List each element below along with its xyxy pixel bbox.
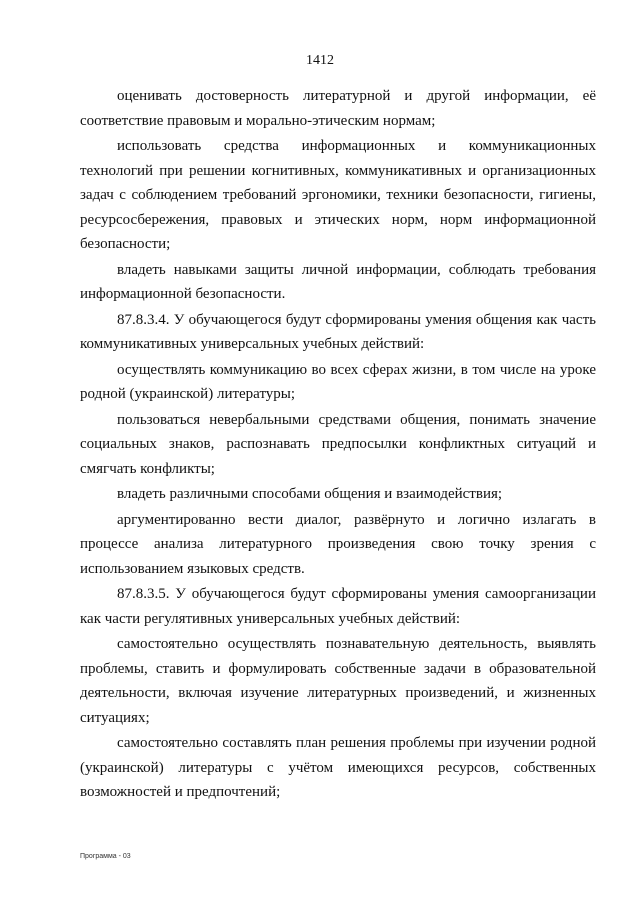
paragraph-9: 87.8.3.5. У обучающегося будут сформированы умения самоорганизации как части регулятивных универсальных учебных действий: [80, 586, 596, 627]
paragraph-1: оценивать достоверность литературной и другой информации, её соответствие правовым и морально-этическим нормам; [80, 88, 596, 129]
paragraph-5: осуществлять коммуникацию во всех сферах жизни, в том числе на уроке родной (украинской) литературы; [80, 361, 596, 402]
paragraph-10: самостоятельно осуществлять познавательную деятельность, выявлять проблемы, ставить и формулировать собственные задачи в образовательной деятельности, включая изучение литературных произведений, и жизненных ситуациях; [80, 636, 596, 726]
paragraph-7: владеть различными способами общения и взаимодействия; [117, 486, 503, 502]
paragraph-11: самостоятельно составлять план решения проблемы при изучении родной (украинской) литературы с учётом имеющихся ресурсов, собственных возможностей и предпочтений; [80, 735, 596, 800]
paragraph-8: аргументированно вести диалог, развёрнуто и логично излагать в процессе анализа литературного произведения свою точку зрения с использованием языковых средств. [80, 511, 596, 577]
page-number: 1412 [306, 53, 334, 68]
footer-label: Программа - 03 [80, 853, 131, 860]
paragraph-6: пользоваться невербальными средствами общения, понимать значение социальных знаков, распознавать предпосылки конфликтных ситуаций и смягчать конфликты; [80, 411, 596, 477]
paragraph-2: использовать средства информационных и коммуникационных технологий при решении когнитивных, коммуникативных и организационных задач с соблюдением требований эргономики, техники безопасности, гигиены, ресурсосбережения, правовых и этических норм, норм информационной безопасности; [80, 138, 596, 252]
paragraph-4: 87.8.3.4. У обучающегося будут сформированы умения общения как часть коммуникативных универсальных учебных действий: [80, 311, 596, 352]
document-body [80, 84, 596, 805]
paragraph-3: владеть навыками защиты личной информации, соблюдать требования информационной безопасности. [80, 261, 596, 302]
